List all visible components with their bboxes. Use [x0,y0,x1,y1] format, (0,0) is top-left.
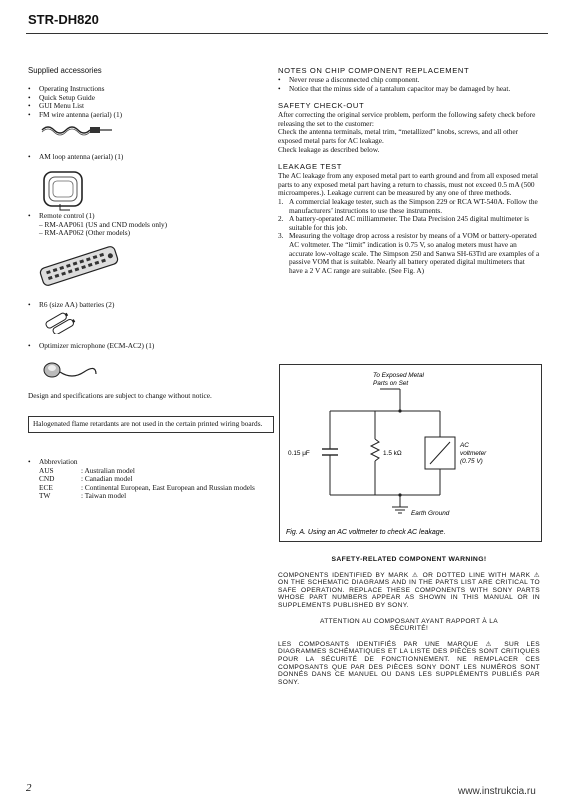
safety-warning-block [278,556,540,686]
abbrev-code: AUS [39,465,54,475]
abbrev-code: CND [39,474,55,484]
abbreviation-title: • Abbreviation [28,458,268,467]
leakage-item: 1. A commercial leakage tester, such as the Simpson 229 or RCA WT-540A. Follow the manufacturers’ instructions to use these instruments. [278,196,538,215]
halogen-note: Halogenated flame retardants are not used in the certain printed wiring boards. [33,419,263,428]
leakage-circuit-diagram [280,365,541,541]
accessory-item: • Optimizer microphone (ECM-AC2) (1) [28,342,268,351]
abbrev-desc: : Continental European, East European and Russian models [81,482,255,492]
safety-heading: SAFETY CHECK-OUT [278,101,365,111]
leakage-item: 3. Measuring the voltage drop across a resistor by means of a VOM or battery-operated AC voltmeter. The “limit” indication is 0.75 V, so analog meters must have an accurate low-voltage scale. The Simpson 250 and Sanwa SH-63Trd are examples of a passive VOM that is suitable. Nearly all battery operated digital multimeters that have a 2 V AC range are suitable. (See Fig. A) [278,231,540,275]
left-column [28,67,268,76]
abbrev-row [39,484,268,493]
abbrev-desc: : Australian model [81,465,135,475]
chip-item: • Notice that the minus side of a tantalum capacitor may be damaged by heat. [278,85,540,94]
french-warning-title: ATTENTION AU COMPOSANT AYANT RAPPORT À LA SÉCURITÉ! [319,617,498,633]
accessory-item: • R6 (size AA) batteries (2) [28,301,268,310]
right-column [278,66,540,275]
leakage-item-text: A battery-operated AC milliammeter. The Data Precision 245 digital multimeter is suitable for this job. [289,214,529,232]
mic-item-wrap [28,342,268,351]
remote-control-illustration [36,245,122,287]
am-item-wrap [28,153,268,162]
header-rule [26,33,548,34]
accessory-item: • GUI Menu List [28,102,268,111]
leakage-item-text: Measuring the voltage drop across a resistor by means of a VOM or battery-operated AC voltmeter. The “limit” indication is 0.75 V, so analog meters must have an accurate low-voltage scale. The Simpson 250 and Sanwa SH-63Trd are examples of a passive VOM that is suitable. Nearly all battery operated digital multimeters that have a 2 V AC range are suitable. (See Fig. A) [289,231,540,275]
abbrev-code: TW [39,491,51,501]
chip-list [278,76,540,93]
halogen-note-box [28,416,274,433]
design-note: Design and specifications are subject to change without notice. [28,391,212,400]
safety-text-2: Check the antenna terminals, metal trim, “metallized” knobs, screws, and all other exposed metal parts for AC leakage. [278,127,519,145]
fig-meter-label-2: voltmeter [460,450,487,457]
abbrev-row [39,467,268,476]
watermark: www.instrukcia.ru [458,786,536,797]
abbrev-row [39,492,268,501]
fig-res-label: 1.5 kΩ [383,450,402,457]
page-number: 2 [26,782,32,794]
remote-sub-1: – RM-AAP061 (US and CND models only) [39,219,168,229]
accessory-item: • Operating Instructions [28,85,268,94]
am-loop-antenna-illustration [40,168,88,212]
accessory-item: • Quick Setup Guide [28,94,268,103]
accessory-item: • AM loop antenna (aerial) (1) [28,153,268,162]
french-warning-text: LES COMPOSANTS IDENTIFIÉS PAR UNE MARQUE ⚠ SUR LES DIAGRAMMES SCHÉMATIQUES ET LA LISTE DES PIÈCES SONT CRITIQUES POUR LA SÉCURITÉ DE FONCTIONNEMENT. NE REMPLACER CES COMPOSANTS QUE PAR DES PIÈCES SONY DONT LES NUMÉROS SONT DONNÉS DANS CE MANUEL OU DANS LES SUPPLÉMENTS PUBLIÉS PAR SONY. [278,640,540,686]
leakage-list [278,198,540,275]
leakage-item: 2. A battery-operated AC milliammeter. The Data Precision 245 digital multimeter is suitable for this job. [278,214,529,232]
battery-illustration [44,312,78,334]
warning-text: COMPONENTS IDENTIFIED BY MARK ⚠ OR DOTTED LINE WITH MARK ⚠ ON THE SCHEMATIC DIAGRAMS AND IN THE PARTS LIST ARE CRITICAL TO SAFE OPERATION. REPLACE THESE COMPONENTS WITH SONY PARTS WHOSE PART NUMBERS APPEAR AS SHOWN IN THIS MANUAL OR IN SUPPLEMENTS PUBLISHED BY SONY. [278,571,540,609]
remote-item-wrap [28,212,268,238]
fig-meter-label-3: (0.75 V) [460,458,483,465]
abbrev-desc: : Canadian model [81,474,133,484]
remote-sub-2: – RM-AAP062 (Other models) [39,228,131,238]
battery-item-wrap [28,301,268,310]
accessory-item: • Remote control (1) [28,212,268,221]
leakage-item-text: A commercial leakage tester, such as the Simpson 229 or RCA WT-540A. Follow the manufacturers’ instructions to use these instruments. [289,196,538,215]
fm-antenna-illustration [38,121,118,139]
chip-item: • Never reuse a disconnected chip component. [278,76,540,85]
accessory-item: • FM wire antenna (aerial) (1) [28,111,268,120]
abbreviation-block [28,458,268,501]
accessories-heading: Supplied accessories [28,66,102,75]
warning-title: SAFETY-RELATED COMPONENT WARNING! [331,556,487,563]
leakage-text: The AC leakage from any exposed metal part to earth ground and from all exposed metal parts to any exposed metal part having a return to chassis, must not exceed 0.5 mA (500 microamperes.). Leakage current can be measured by any one of three methods. [278,171,538,198]
safety-text-3: Check leakage as described below. [278,144,380,154]
fig-top-label-1: To Exposed Metal [373,372,424,379]
leakage-heading: LEAKAGE TEST [278,162,343,172]
safety-text: After correcting the original service problem, perform the following safety check before releasing the set to the customer: [278,110,536,128]
fig-top-label-2: Parts on Set [373,380,409,387]
fig-caption: Fig. A. Using an AC voltmeter to check AC leakage. [286,529,446,536]
microphone-illustration [40,354,100,384]
fig-ground-label: Earth Ground [411,510,450,517]
figure-a-box [279,364,542,542]
fig-cap-label: 0.15 μF [288,450,310,457]
fig-meter-label-1: AC [460,442,469,449]
chip-heading: NOTES ON CHIP COMPONENT REPLACEMENT [278,66,470,75]
abbrev-code: ECE [39,482,53,492]
accessory-list-top [28,85,268,119]
abbrev-desc: : Taiwan model [81,491,127,501]
model-title: STR-DH820 [28,12,99,27]
